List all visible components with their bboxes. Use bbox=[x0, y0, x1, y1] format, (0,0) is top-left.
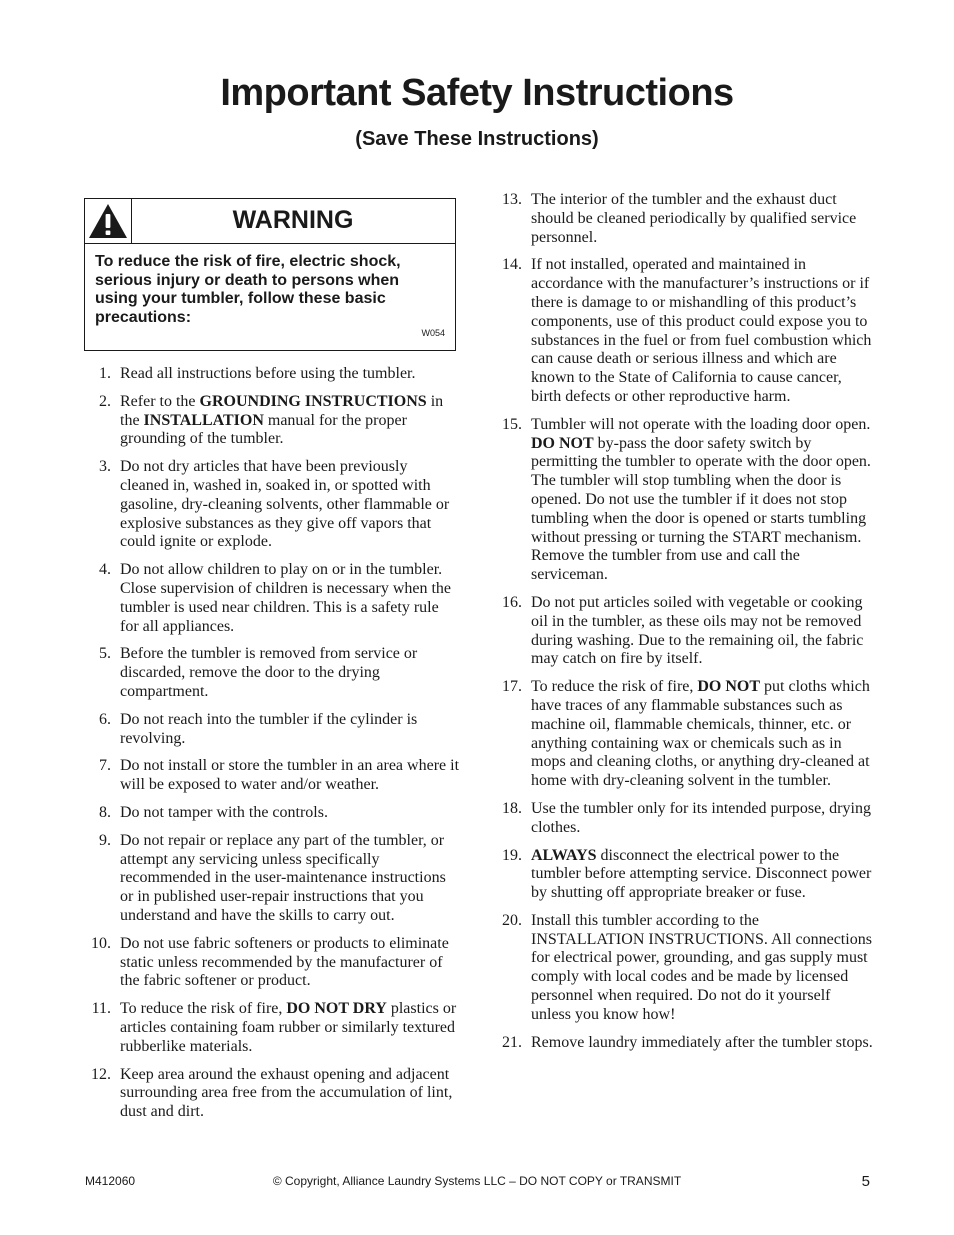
safety-item bbox=[495, 416, 873, 585]
safety-item bbox=[84, 1000, 460, 1056]
copyright-notice: © Copyright, Alliance Laundry Systems LLC – DO NOT COPY or TRANSMIT bbox=[272, 1174, 682, 1188]
safety-item-number: 13. bbox=[502, 191, 522, 208]
safety-item-text: Do not use fabric softeners or products to eliminate static unless recommended by the manufacturer of the fabric softener or product. bbox=[120, 934, 449, 990]
safety-item bbox=[495, 1034, 873, 1053]
warning-title: WARNING bbox=[232, 206, 354, 234]
warning-box bbox=[84, 198, 456, 351]
page-subtitle: (Save These Instructions) bbox=[355, 128, 599, 150]
safety-item bbox=[84, 711, 460, 749]
page-number: 5 bbox=[861, 1173, 870, 1190]
safety-item-number: 2. bbox=[99, 392, 111, 410]
safety-item-text: ALWAYS disconnect the electrical power to the tumbler before attempting service. Disconnect power by shutting off appropriate breaker or fuse. bbox=[531, 846, 872, 902]
safety-item-text: Tumbler will not operate with the loading door open. DO NOT by-pass the door safety switch by permitting the tumbler to operate with the door open. The tumbler will stop tumbling when the door is opened. Do not use the tumbler if it does not stop tumbling when the door is opened or starts tumbling without pressing or turning the START mechanism. Remove the tumbler from use and call the serviceman. bbox=[531, 415, 871, 584]
warning-triangle-icon bbox=[88, 203, 128, 239]
safety-item bbox=[84, 832, 460, 926]
warning-header bbox=[85, 199, 455, 244]
safety-item-text: Keep area around the exhaust opening and adjacent surrounding area free from the accumulation of lint, dust and dirt. bbox=[120, 1065, 453, 1121]
safety-item-text: To reduce the risk of fire, DO NOT put cloths which have traces of any flammable substances such as machine oil, flammable chemicals, thinner, etc. or anything containing wax or chemicals such as in mops and cleaning cloths, or anything dry-cleaned at home with dry-cleaning solvent in the tumbler. bbox=[531, 678, 870, 790]
safety-item bbox=[84, 935, 460, 991]
safety-item-number: 18. bbox=[502, 799, 522, 817]
safety-item-text: If not installed, operated and maintained in accordance with the manufacturer’s instructions or if there is damage to or mishandling of this product’s components, use of this product could expose you to substances in the fuel or from fuel combustion which can cause death or serious illness and which are known to the State of California to cause cancer, birth defects or other reproductive harm. bbox=[531, 256, 872, 405]
safety-item bbox=[84, 757, 460, 795]
safety-item bbox=[495, 800, 873, 838]
safety-item-number: 10. bbox=[91, 934, 111, 952]
safety-item-number: 20. bbox=[502, 911, 522, 929]
safety-item-number: 4. bbox=[99, 561, 111, 579]
safety-item-text: Before the tumbler is removed from service or discarded, remove the door to the drying compartment. bbox=[120, 645, 418, 700]
safety-item-text: Do not repair or replace any part of the tumbler, or attempt any servicing unless specifically recommended in the user-maintenance instructions or in published user-repair instructions that you understand and have the skills to carry out. bbox=[120, 831, 446, 924]
safety-item bbox=[84, 645, 460, 701]
safety-item-number: 19. bbox=[502, 846, 522, 864]
safety-item-text: Do not install or store the tumbler in an area where it will be exposed to water and/or weather. bbox=[120, 757, 460, 794]
right-column bbox=[495, 191, 873, 1061]
page-title: Important Safety Instructions bbox=[220, 72, 734, 114]
safety-item bbox=[84, 561, 460, 636]
safety-item-number: 14. bbox=[502, 256, 522, 274]
safety-item-number: 15. bbox=[502, 415, 522, 433]
safety-item bbox=[495, 847, 873, 903]
safety-item-number: 17. bbox=[502, 678, 522, 696]
safety-item-number: 7. bbox=[99, 757, 111, 775]
safety-item-text: Remove laundry immediately after the tumbler stops. bbox=[531, 1033, 873, 1051]
safety-item bbox=[84, 365, 460, 384]
safety-item-number: 16. bbox=[502, 593, 522, 611]
safety-item-text: To reduce the risk of fire, DO NOT DRY plastics or articles containing foam rubber or similarly textured rubberlike materials. bbox=[120, 1000, 457, 1055]
warning-code: W054 bbox=[421, 328, 445, 338]
safety-item bbox=[495, 678, 873, 791]
warning-icon-cell bbox=[85, 199, 132, 243]
safety-list-right bbox=[495, 191, 873, 1052]
safety-item bbox=[495, 594, 873, 669]
safety-item-number: 12. bbox=[91, 1065, 111, 1083]
safety-item-number: 8. bbox=[99, 803, 111, 821]
safety-item bbox=[495, 912, 873, 1025]
safety-item-text: Do not tamper with the controls. bbox=[120, 803, 328, 821]
document-number: M412060 bbox=[85, 1174, 136, 1188]
safety-item-text: Do not allow children to play on or in the tumbler. Close supervision of children is necessary when the tumbler is used near children. This is a safety rule for all appliances. bbox=[120, 561, 452, 635]
safety-item-text: Use the tumbler only for its intended purpose, drying clothes. bbox=[531, 799, 871, 836]
safety-item-number: 21. bbox=[502, 1033, 522, 1051]
left-column bbox=[84, 365, 460, 1131]
safety-list-left bbox=[84, 365, 460, 1122]
safety-item-number: 9. bbox=[99, 831, 111, 849]
safety-item-text: Do not reach into the tumbler if the cylinder is revolving. bbox=[120, 710, 418, 747]
safety-item-number: 5. bbox=[99, 645, 111, 663]
warning-text: To reduce the risk of fire, electric shock, serious injury or death to persons when using your tumbler, follow these basic precautions: bbox=[95, 253, 401, 326]
safety-item bbox=[84, 458, 460, 552]
safety-item-number: 6. bbox=[99, 710, 111, 728]
safety-item bbox=[84, 1066, 460, 1122]
safety-item-number: 1. bbox=[99, 365, 111, 382]
safety-item-text: Read all instructions before using the tumbler. bbox=[120, 365, 416, 382]
safety-item bbox=[495, 191, 873, 247]
safety-item-number: 11. bbox=[91, 1000, 111, 1018]
safety-item-text: Do not dry articles that have been previously cleaned in, washed in, soaked in, or spotted with gasoline, dry-cleaning solvents, other flammable or explosive substances as they give off vapors that could ignite or explode. bbox=[120, 458, 450, 551]
safety-item bbox=[84, 393, 460, 449]
safety-item-text: Refer to the GROUNDING INSTRUCTIONS in the INSTALLATION manual for the proper grounding of the tumbler. bbox=[120, 392, 444, 448]
safety-item-text: Install this tumbler according to the INSTALLATION INSTRUCTIONS. All connections for electrical power, grounding, and gas supply must comply with local codes and be made by licensed personnel when required. Do not do it yourself unless you know how! bbox=[531, 911, 872, 1023]
safety-item-number: 3. bbox=[99, 458, 111, 476]
safety-item bbox=[84, 804, 460, 823]
safety-item bbox=[495, 256, 873, 406]
safety-item-text: Do not put articles soiled with vegetable or cooking oil in the tumbler, as these oils may not be removed during washing. Due to the remaining oil, the fabric may catch on fire by itself. bbox=[531, 593, 864, 668]
safety-item-text: The interior of the tumbler and the exhaust duct should be cleaned periodically by qualified service personnel. bbox=[531, 191, 857, 246]
